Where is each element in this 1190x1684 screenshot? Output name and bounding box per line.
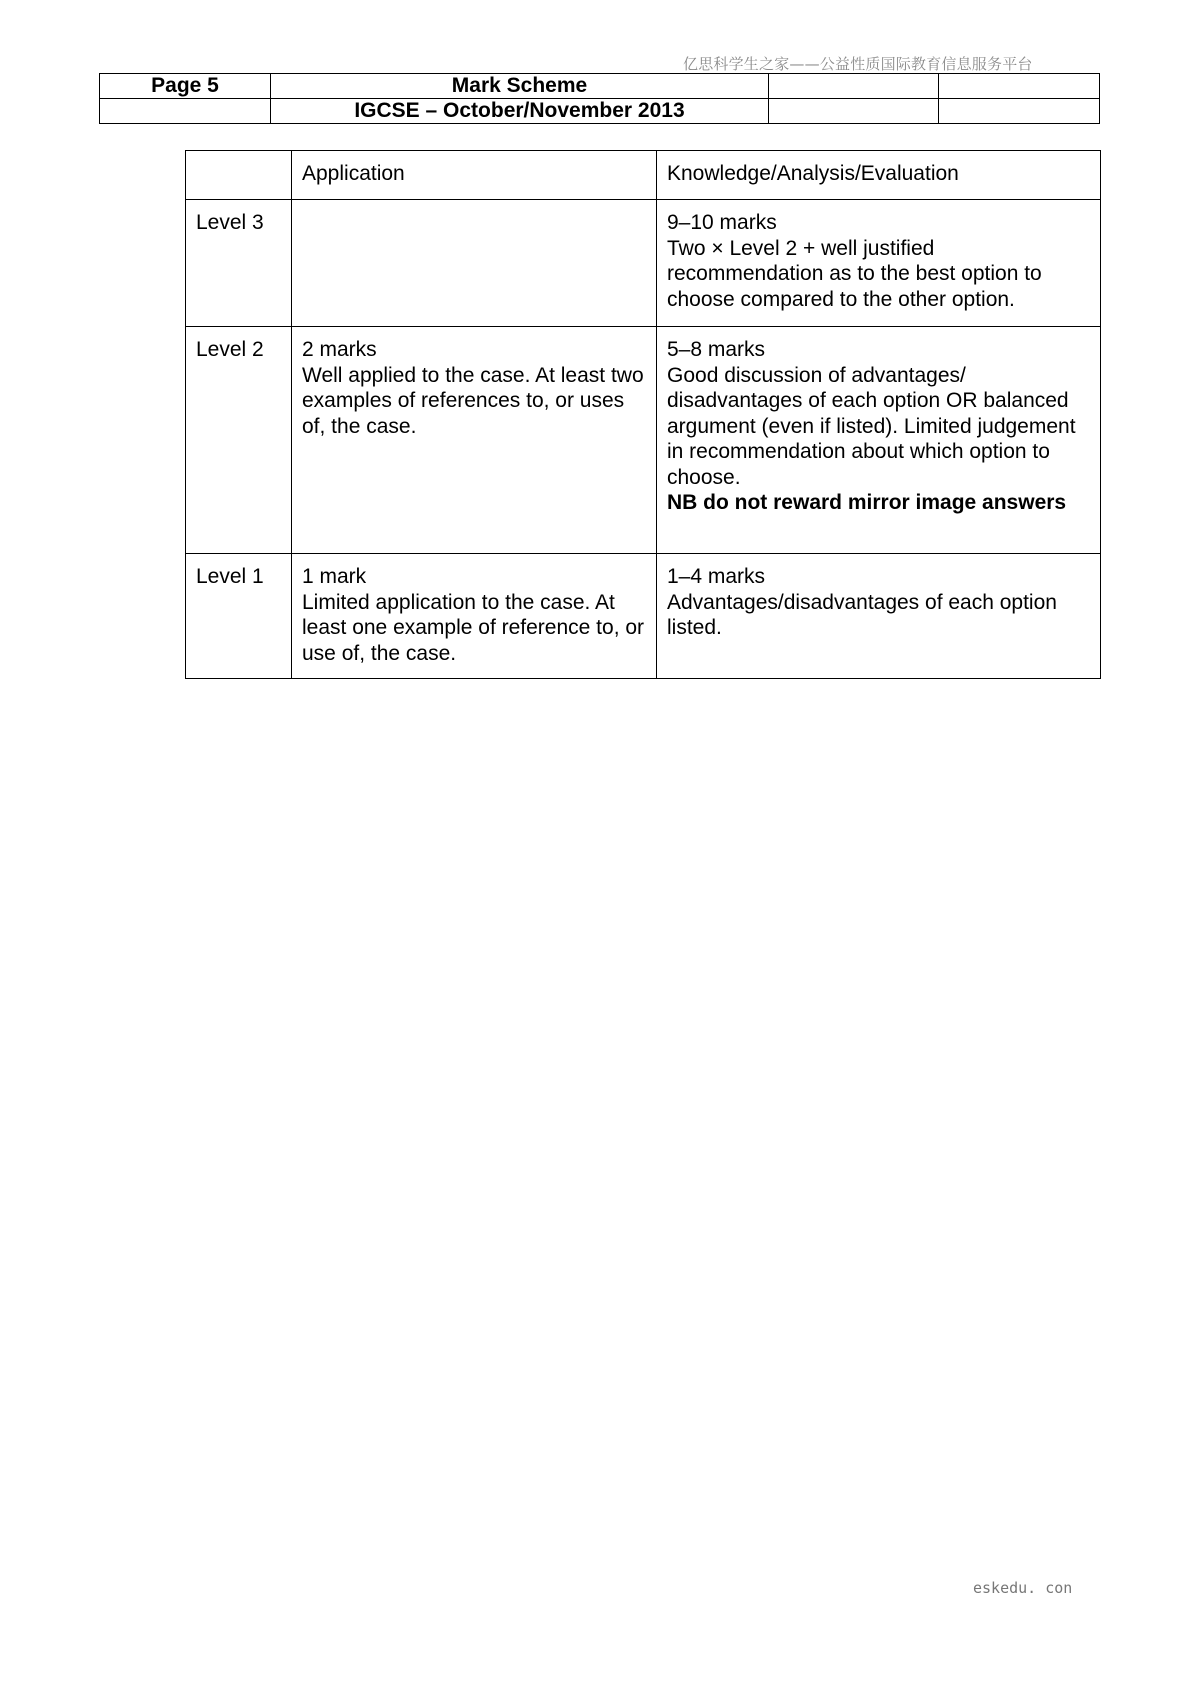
watermark-bottom: eskedu. con bbox=[973, 1579, 1073, 1597]
header-empty-cell bbox=[939, 99, 1100, 124]
knowledge-cell bbox=[657, 200, 1101, 327]
column-header-level bbox=[186, 151, 292, 200]
column-header-knowledge: Knowledge/Analysis/Evaluation bbox=[657, 151, 1101, 200]
table-header-row bbox=[186, 151, 1101, 200]
level-label: Level 1 bbox=[186, 554, 292, 679]
application-marks: 2 marks bbox=[302, 338, 377, 361]
header-empty-cell bbox=[769, 99, 939, 124]
knowledge-text: Good discussion of advantages/ disadvantages of each option OR balanced argument (even if listed). Limited judgement in recommendation about which option to choose. bbox=[667, 363, 1076, 489]
header-row-2 bbox=[100, 99, 1100, 124]
knowledge-marks: 5–8 marks bbox=[667, 338, 766, 361]
table-row-level-2 bbox=[186, 327, 1101, 554]
application-cell bbox=[292, 327, 657, 554]
knowledge-note: NB do not reward mirror image answers bbox=[667, 491, 1067, 514]
header-table bbox=[99, 73, 1100, 124]
document-title: Mark Scheme bbox=[271, 74, 769, 99]
knowledge-text: Two × Level 2 + well justified recommendation as to the best option to choose compared to the other option. bbox=[667, 236, 1042, 311]
application-cell bbox=[292, 200, 657, 327]
knowledge-cell bbox=[657, 554, 1101, 679]
watermark-top: 亿思科学生之家——公益性质国际教育信息服务平台 bbox=[683, 55, 1033, 73]
table-row-level-1 bbox=[186, 554, 1101, 679]
document-subtitle: IGCSE – October/November 2013 bbox=[271, 99, 769, 124]
knowledge-text: Advantages/disadvantages of each option listed. bbox=[667, 590, 1057, 639]
header-empty-cell bbox=[100, 99, 271, 124]
column-header-application: Application bbox=[292, 151, 657, 200]
header-empty-cell bbox=[769, 74, 939, 99]
application-marks: 1 mark bbox=[302, 565, 367, 588]
marking-levels-table bbox=[185, 150, 1101, 679]
level-label: Level 2 bbox=[186, 327, 292, 554]
level-label: Level 3 bbox=[186, 200, 292, 327]
page-number: Page 5 bbox=[100, 74, 271, 99]
table-row-level-3 bbox=[186, 200, 1101, 327]
knowledge-marks: 1–4 marks bbox=[667, 565, 766, 588]
knowledge-marks: 9–10 marks bbox=[667, 211, 777, 234]
application-text: Well applied to the case. At least two examples of references to, or uses of, the case. bbox=[302, 363, 644, 438]
header-row-1 bbox=[100, 74, 1100, 99]
application-text: Limited application to the case. At least one example of reference to, or use of, the case. bbox=[302, 590, 645, 665]
header-empty-cell bbox=[939, 74, 1100, 99]
knowledge-cell bbox=[657, 327, 1101, 554]
application-cell bbox=[292, 554, 657, 679]
